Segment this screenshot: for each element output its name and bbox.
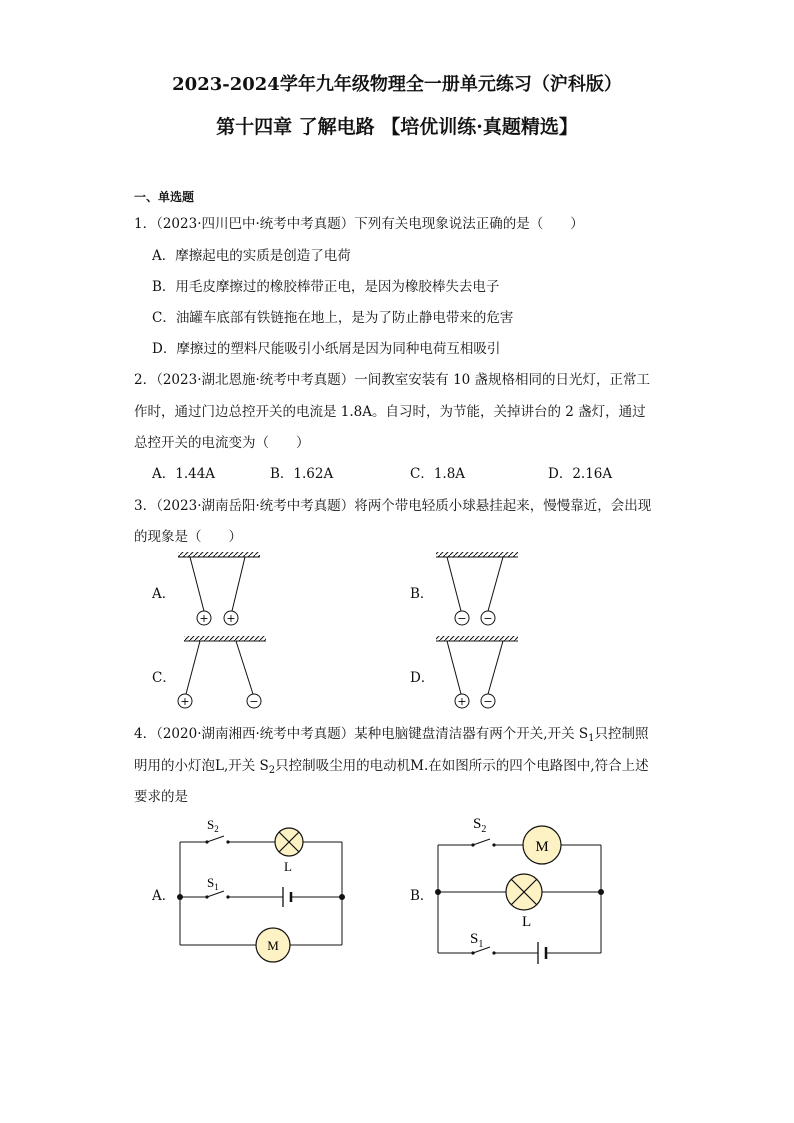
motor-label: M — [267, 938, 279, 953]
switch-contact — [226, 895, 229, 898]
q1-option-c: C．油罐车底部有铁链拖在地上，是为了防止静电带来的危害 — [152, 310, 514, 326]
charge-sign: − — [457, 612, 467, 625]
q1-stem: 1．（2023·四川巴中·统考中考真题）下列有关电现象说法正确的是（ ） — [134, 216, 584, 232]
q3-option-c-label: C． — [152, 670, 176, 686]
q3-stem-line-1: 3．（2023·湖南岳阳·统考中考真题）将两个带电轻质小球悬挂起来，慢慢靠近，会出现 — [134, 498, 652, 514]
q2-option-d: D．2.16A — [548, 466, 613, 482]
q1-option-b: B．用毛皮摩擦过的橡胶棒带正电，是因为橡胶棒失去电子 — [152, 279, 500, 295]
q4-stem-line-1: 4．（2020·湖南湘西·统考中考真题）某种电脑键盘清洁器有两个开关,开关 $S_1$只控制照 — [134, 726, 649, 744]
switch-contact — [492, 843, 495, 846]
switch-s2-label: $S_2$ — [207, 817, 219, 834]
chapter-title: 第十四章 了解电路 【培优训练·真题精选】 — [216, 116, 578, 138]
motor-symbol — [523, 826, 561, 864]
charge-sign: + — [180, 695, 190, 708]
switch-contact — [226, 840, 229, 843]
q1-option-a: A．摩擦起电的实质是创造了电荷 — [152, 248, 351, 264]
switch-contact — [205, 895, 208, 898]
charge-sign: − — [249, 695, 259, 708]
q1-option-d: D．摩擦过的塑料尺能吸引小纸屑是因为同种电荷互相吸引 — [152, 341, 501, 357]
charge-sign: − — [483, 695, 493, 708]
motor-label: M — [535, 839, 549, 855]
switch-contact — [471, 843, 474, 846]
charge-sign: + — [457, 695, 467, 708]
charge-sign: + — [226, 612, 236, 625]
q2-stem-line-1: 2．（2023·湖北恩施·统考中考真题）一间教室安装有 10 盏规格相同的日光灯，正常工 — [134, 372, 651, 388]
q2-option-c: C．1.8A — [410, 466, 466, 482]
lamp-symbol — [506, 874, 542, 910]
switch-s2-label: $S_2$ — [473, 816, 487, 835]
q4-circuit-a — [180, 836, 342, 945]
switch-contact — [205, 840, 208, 843]
switch-contact — [471, 951, 474, 954]
document-title: 2023-2024学年九年级物理全一册单元练习（沪科版） — [172, 74, 622, 95]
q3-option-a-label: A． — [152, 586, 176, 602]
q4-stem-line-3: 要求的是 — [134, 789, 188, 805]
charge-sign: + — [199, 612, 209, 625]
switch-s1-label: $S_1$ — [207, 875, 219, 892]
switch-contact — [492, 951, 495, 954]
q4-stem-line-2: 明用的小灯泡L,开关 $S_2$只控制吸尘用的电动机M.在如图所示的四个电路图中,符合上述 — [134, 758, 649, 776]
q4-option-b-label: B． — [410, 888, 434, 904]
junction-dot — [177, 894, 183, 900]
q3-option-d-label: D． — [410, 670, 435, 686]
lamp-symbol — [275, 828, 303, 856]
q2-stem-line-2: 作时，通过门边总控开关的电流是 1.8A。自习时，为节能，关掉讲台的 2 盏灯，通过 — [134, 404, 646, 420]
lamp-label: L — [284, 859, 292, 874]
q2-option-a: A．1.44A — [152, 466, 216, 482]
q4-option-a-label: A． — [152, 888, 176, 904]
junction-dot — [339, 894, 345, 900]
junction-dot — [435, 889, 441, 895]
q3-option-b-label: B． — [410, 586, 434, 602]
switch-s1-label: $S_1$ — [470, 931, 484, 950]
motor-symbol — [256, 928, 290, 962]
junction-dot — [598, 889, 604, 895]
lamp-label: L — [522, 914, 532, 930]
q2-option-b: B．1.62A — [270, 466, 334, 482]
q2-stem-line-3: 总控开关的电流变为（ ） — [134, 435, 310, 451]
q3-stem-line-2: 的现象是（ ） — [134, 529, 242, 545]
charge-sign: − — [483, 612, 493, 625]
section-heading: 一、单选题 — [134, 190, 195, 204]
